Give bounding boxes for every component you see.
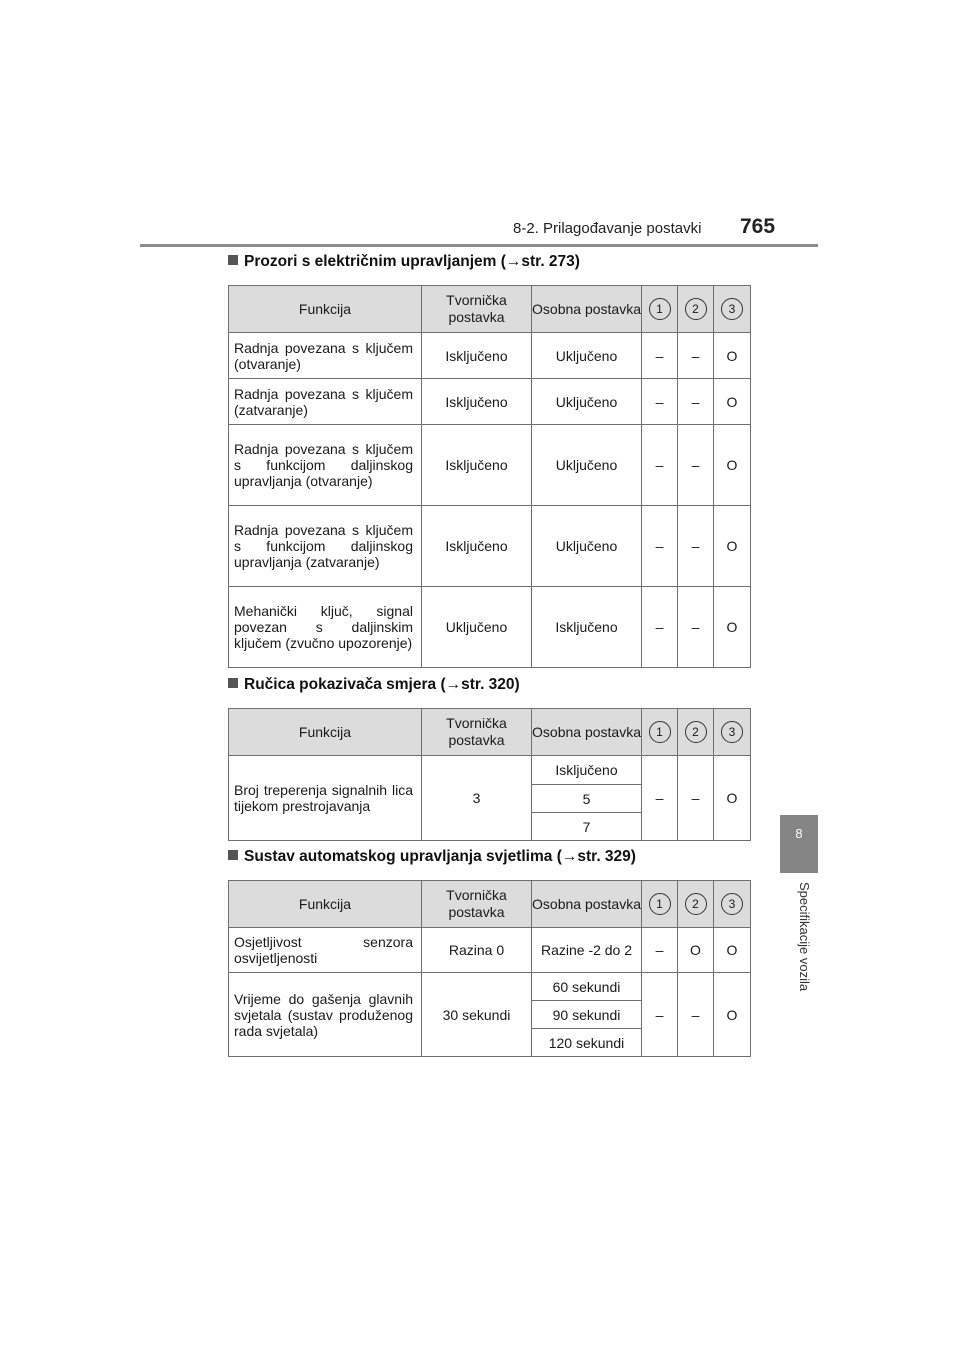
circled-one-icon: 1: [649, 298, 671, 320]
personal-option-cell: 90 sekundi: [532, 1001, 642, 1029]
circle-1-cell: –: [642, 333, 678, 379]
circle-2-cell: –: [678, 425, 714, 506]
function-cell: Radnja povezana s ključem s funkcijom daljinskog upravljanja (otvaranje): [229, 425, 422, 506]
personal-cell: Razine -2 do 2: [532, 928, 642, 973]
default-cell: 3: [422, 756, 532, 841]
col-circle-2: [678, 286, 714, 333]
personal-option-cell: 60 sekundi: [532, 973, 642, 1001]
circle-3-cell: O: [714, 333, 751, 379]
col-circle-2: [678, 881, 714, 928]
col-function: Funkcija: [229, 286, 422, 333]
circle-1-cell: –: [642, 928, 678, 973]
table-header-row: [229, 881, 751, 928]
personal-cell: Uključeno: [532, 506, 642, 587]
circle-3-cell: O: [714, 506, 751, 587]
function-cell: Radnja povezana s ključem (zatvaranje): [229, 379, 422, 425]
chapter-number: 8: [795, 826, 803, 841]
circle-1-cell: –: [642, 756, 678, 841]
bullet-square-icon: [228, 850, 238, 860]
personal-option-cell: 5: [532, 785, 642, 813]
circled-two-icon: 2: [685, 298, 707, 320]
personal-cell: Uključeno: [532, 333, 642, 379]
section-title-power-windows: [228, 253, 580, 271]
col-personal: Osobna postavka: [532, 709, 642, 756]
personal-option-cell: Isključeno: [532, 756, 642, 785]
col-circle-2: [678, 709, 714, 756]
table-row: [229, 587, 751, 668]
circled-three-icon: 3: [721, 893, 743, 915]
function-cell: Osjetljivost senzora osvijetljenosti: [229, 928, 422, 973]
circled-two-icon: 2: [685, 721, 707, 743]
table-row: [229, 506, 751, 587]
col-function: Funkcija: [229, 881, 422, 928]
bullet-square-icon: [228, 255, 238, 265]
col-circle-3: [714, 709, 751, 756]
circle-1-cell: –: [642, 379, 678, 425]
circle-1-cell: –: [642, 425, 678, 506]
circle-2-cell: –: [678, 973, 714, 1057]
turn-signal-table: [228, 708, 751, 841]
section-title-text: Sustav automatskog upravljanja svjetlima (→str. 329): [244, 848, 636, 865]
circle-3-cell: O: [714, 587, 751, 668]
function-cell: Radnja povezana s ključem s funkcijom daljinskog upravljanja (zatvaranje): [229, 506, 422, 587]
personal-option-cell: 7: [532, 813, 642, 841]
circle-1-cell: –: [642, 587, 678, 668]
table-row: [229, 425, 751, 506]
auto-lights-table: [228, 880, 751, 1057]
section-title-text: Prozori s električnim upravljanjem (→str. 273): [244, 253, 580, 270]
bullet-square-icon: [228, 678, 238, 688]
function-cell: Vrijeme do gašenja glavnih svjetala (sustav produženog rada svjetala): [229, 973, 422, 1057]
circle-1-cell: –: [642, 973, 678, 1057]
section-title-auto-lights: [228, 848, 636, 866]
personal-cell: Isključeno: [532, 587, 642, 668]
personal-option-cell: 120 sekundi: [532, 1029, 642, 1057]
default-cell: Isključeno: [422, 506, 532, 587]
default-cell: 30 sekundi: [422, 973, 532, 1057]
chapter-label: Specifikacije vozila: [797, 882, 812, 992]
table-row: [229, 756, 751, 785]
function-cell: Broj treperenja signalnih lica tijekom prestrojavanja: [229, 756, 422, 841]
circle-3-cell: O: [714, 928, 751, 973]
section-title-turn-signal: [228, 676, 520, 694]
section-title-text: Ručica pokazivača smjera (→str. 320): [244, 676, 520, 693]
circled-three-icon: 3: [721, 298, 743, 320]
circled-one-icon: 1: [649, 893, 671, 915]
personal-cell: Uključeno: [532, 425, 642, 506]
col-personal: Osobna postavka: [532, 286, 642, 333]
section-breadcrumb: 8-2. Prilagođavanje postavki: [513, 220, 702, 237]
default-cell: Isključeno: [422, 425, 532, 506]
table-header-row: [229, 709, 751, 756]
default-cell: Isključeno: [422, 379, 532, 425]
circled-one-icon: 1: [649, 721, 671, 743]
function-cell: Mehanički ključ, signal povezan s daljinskim ključem (zvučno upozorenje): [229, 587, 422, 668]
table-header-row: [229, 286, 751, 333]
circle-2-cell: –: [678, 379, 714, 425]
circle-3-cell: O: [714, 973, 751, 1057]
col-default: Tvornička postavka: [422, 881, 532, 928]
table-row: [229, 379, 751, 425]
circle-2-cell: –: [678, 506, 714, 587]
circled-three-icon: 3: [721, 721, 743, 743]
circle-3-cell: O: [714, 756, 751, 841]
power-windows-table: [228, 285, 751, 668]
circle-2-cell: –: [678, 756, 714, 841]
circle-2-cell: O: [678, 928, 714, 973]
function-cell: Radnja povezana s ključem (otvaranje): [229, 333, 422, 379]
col-default: Tvornička postavka: [422, 286, 532, 333]
col-circle-3: [714, 881, 751, 928]
personal-cell: Uključeno: [532, 379, 642, 425]
col-circle-3: [714, 286, 751, 333]
default-cell: Isključeno: [422, 333, 532, 379]
col-personal: Osobna postavka: [532, 881, 642, 928]
col-function: Funkcija: [229, 709, 422, 756]
default-cell: Uključeno: [422, 587, 532, 668]
table-row: [229, 973, 751, 1001]
col-circle-1: [642, 881, 678, 928]
col-default: Tvornička postavka: [422, 709, 532, 756]
col-circle-1: [642, 286, 678, 333]
circle-3-cell: O: [714, 425, 751, 506]
chapter-tab: [780, 815, 818, 873]
circled-two-icon: 2: [685, 893, 707, 915]
circle-3-cell: O: [714, 379, 751, 425]
circle-2-cell: –: [678, 333, 714, 379]
table-row: [229, 928, 751, 973]
col-circle-1: [642, 709, 678, 756]
circle-2-cell: –: [678, 587, 714, 668]
table-row: [229, 333, 751, 379]
circle-1-cell: –: [642, 506, 678, 587]
header-divider: [140, 244, 818, 247]
default-cell: Razina 0: [422, 928, 532, 973]
page-number: 765: [740, 215, 776, 238]
